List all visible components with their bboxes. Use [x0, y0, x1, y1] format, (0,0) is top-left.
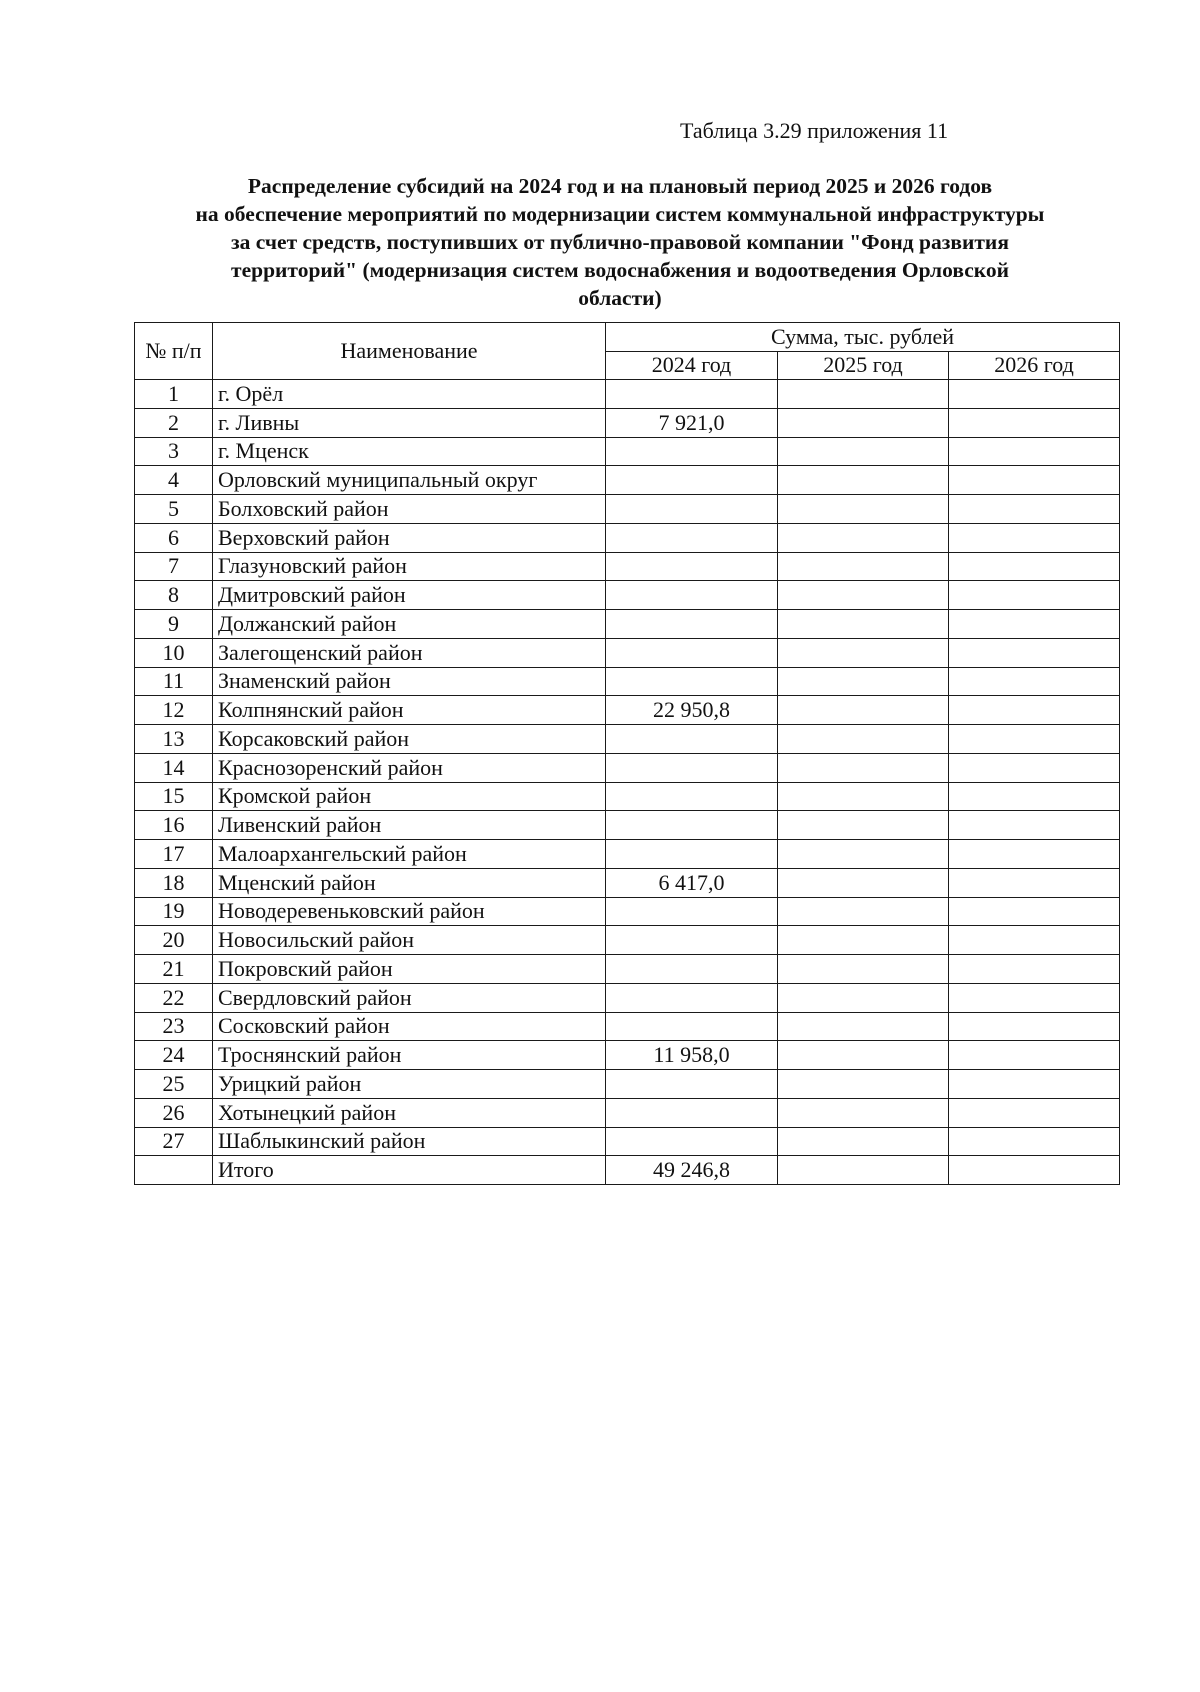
row-name: Орловский муниципальный округ	[213, 466, 606, 495]
row-value-2024	[606, 667, 778, 696]
row-value-2025	[778, 1127, 949, 1156]
row-name: г. Орёл	[213, 380, 606, 409]
row-value-2025	[778, 725, 949, 754]
row-value-2026	[949, 811, 1120, 840]
row-name: Колпнянский район	[213, 696, 606, 725]
table-row	[135, 868, 1120, 897]
table-row	[135, 380, 1120, 409]
row-value-2025	[778, 955, 949, 984]
row-value-2024	[606, 926, 778, 955]
row-value-2026	[949, 1012, 1120, 1041]
document-title	[130, 172, 1110, 312]
row-value-2024	[606, 638, 778, 667]
title-line: области)	[578, 286, 662, 310]
row-name: Мценский район	[213, 868, 606, 897]
row-name: Троснянский район	[213, 1041, 606, 1070]
row-value-2025	[778, 1012, 949, 1041]
row-name: Знаменский район	[213, 667, 606, 696]
row-number: 24	[135, 1041, 213, 1070]
row-name: Покровский район	[213, 955, 606, 984]
row-name: Малоархангельский район	[213, 840, 606, 869]
table-row	[135, 811, 1120, 840]
row-value-2025	[778, 926, 949, 955]
table-row	[135, 1012, 1120, 1041]
row-name: Кромской район	[213, 782, 606, 811]
row-number: 22	[135, 983, 213, 1012]
row-value-2026	[949, 1098, 1120, 1127]
row-value-2026	[949, 552, 1120, 581]
row-value-2026	[949, 638, 1120, 667]
row-number: 16	[135, 811, 213, 840]
row-value-2024	[606, 753, 778, 782]
row-name: Хотынецкий район	[213, 1098, 606, 1127]
row-value-2024	[606, 725, 778, 754]
row-value-2025	[778, 1041, 949, 1070]
row-number: 3	[135, 437, 213, 466]
table-row	[135, 897, 1120, 926]
row-value-2024: 11 958,0	[606, 1041, 778, 1070]
row-number: 9	[135, 610, 213, 639]
row-number: 1	[135, 380, 213, 409]
table-row	[135, 696, 1120, 725]
row-number: 26	[135, 1098, 213, 1127]
row-number: 27	[135, 1127, 213, 1156]
header-year-2024: 2024 год	[606, 351, 778, 380]
header-year-2025: 2025 год	[778, 351, 949, 380]
row-value-2026	[949, 983, 1120, 1012]
row-value-2025	[778, 523, 949, 552]
row-value-2026	[949, 897, 1120, 926]
row-value-2025	[778, 437, 949, 466]
row-number: 13	[135, 725, 213, 754]
row-number: 8	[135, 581, 213, 610]
table-row	[135, 581, 1120, 610]
table-row	[135, 495, 1120, 524]
row-value-2024	[606, 466, 778, 495]
row-name: Верховский район	[213, 523, 606, 552]
row-value-2025	[778, 581, 949, 610]
row-value-2025	[778, 983, 949, 1012]
row-value-2025	[778, 1098, 949, 1127]
row-value-2024: 49 246,8	[606, 1156, 778, 1185]
row-value-2026	[949, 955, 1120, 984]
header-name: Наименование	[213, 323, 606, 380]
table-row	[135, 1098, 1120, 1127]
row-number: 25	[135, 1070, 213, 1099]
row-number: 11	[135, 667, 213, 696]
table-body	[135, 380, 1120, 1185]
table-row	[135, 1041, 1120, 1070]
row-number: 12	[135, 696, 213, 725]
row-value-2026	[949, 753, 1120, 782]
row-name: Новосильский район	[213, 926, 606, 955]
row-value-2025	[778, 638, 949, 667]
row-value-2025	[778, 868, 949, 897]
table-row	[135, 1070, 1120, 1099]
row-name: Шаблыкинский район	[213, 1127, 606, 1156]
row-value-2025	[778, 897, 949, 926]
row-name: г. Мценск	[213, 437, 606, 466]
table-row	[135, 926, 1120, 955]
row-name: Итого	[213, 1156, 606, 1185]
total-row	[135, 1156, 1120, 1185]
row-name: Дмитровский район	[213, 581, 606, 610]
row-value-2024	[606, 495, 778, 524]
row-number: 18	[135, 868, 213, 897]
row-value-2024	[606, 552, 778, 581]
row-value-2026	[949, 1127, 1120, 1156]
row-number	[135, 1156, 213, 1185]
row-name: г. Ливны	[213, 408, 606, 437]
row-value-2026	[949, 380, 1120, 409]
table-row	[135, 552, 1120, 581]
table-row	[135, 437, 1120, 466]
table-row	[135, 840, 1120, 869]
row-value-2024	[606, 380, 778, 409]
row-number: 4	[135, 466, 213, 495]
row-value-2024	[606, 955, 778, 984]
row-value-2026	[949, 495, 1120, 524]
row-value-2024	[606, 610, 778, 639]
row-number: 20	[135, 926, 213, 955]
table-row	[135, 782, 1120, 811]
title-line: за счет средств, поступивших от публично-правовой компании "Фонд развития	[231, 230, 1009, 254]
row-number: 23	[135, 1012, 213, 1041]
subsidy-table	[134, 322, 1120, 1185]
row-value-2026	[949, 667, 1120, 696]
table-row	[135, 753, 1120, 782]
row-value-2025	[778, 552, 949, 581]
row-value-2024: 6 417,0	[606, 868, 778, 897]
row-value-2026	[949, 868, 1120, 897]
row-value-2025	[778, 610, 949, 639]
row-value-2026	[949, 725, 1120, 754]
row-value-2024: 22 950,8	[606, 696, 778, 725]
row-name: Свердловский район	[213, 983, 606, 1012]
row-value-2025	[778, 667, 949, 696]
row-number: 7	[135, 552, 213, 581]
header-sum: Сумма, тыс. рублей	[606, 323, 1120, 352]
row-value-2025	[778, 466, 949, 495]
row-number: 19	[135, 897, 213, 926]
row-number: 17	[135, 840, 213, 869]
row-name: Болховский район	[213, 495, 606, 524]
row-value-2024	[606, 1127, 778, 1156]
header-year-2026: 2026 год	[949, 351, 1120, 380]
row-value-2025	[778, 840, 949, 869]
row-value-2024	[606, 897, 778, 926]
row-value-2024	[606, 811, 778, 840]
table-header	[135, 323, 1120, 380]
row-number: 6	[135, 523, 213, 552]
row-name: Залегощенский район	[213, 638, 606, 667]
row-value-2026	[949, 466, 1120, 495]
row-value-2025	[778, 380, 949, 409]
row-value-2026	[949, 926, 1120, 955]
header-num: № п/п	[135, 323, 213, 380]
row-value-2026	[949, 782, 1120, 811]
row-number: 14	[135, 753, 213, 782]
row-value-2026	[949, 408, 1120, 437]
row-name: Краснозоренский район	[213, 753, 606, 782]
row-value-2024	[606, 437, 778, 466]
row-name: Должанский район	[213, 610, 606, 639]
title-line: Распределение субсидий на 2024 год и на плановый период 2025 и 2026 годов	[247, 174, 993, 198]
table-row	[135, 466, 1120, 495]
row-value-2026	[949, 1070, 1120, 1099]
row-value-2025	[778, 495, 949, 524]
row-value-2025	[778, 1070, 949, 1099]
title-line: территорий" (модернизация систем водоснабжения и водоотведения Орловской	[231, 258, 1009, 282]
row-number: 10	[135, 638, 213, 667]
table-row	[135, 725, 1120, 754]
row-value-2026	[949, 523, 1120, 552]
table-row	[135, 1127, 1120, 1156]
title-line: на обеспечение мероприятий по модернизации систем коммунальной инфраструктуры	[195, 202, 1045, 226]
table-row	[135, 667, 1120, 696]
row-value-2025	[778, 782, 949, 811]
table-row	[135, 983, 1120, 1012]
row-value-2024	[606, 523, 778, 552]
row-value-2024	[606, 1012, 778, 1041]
table-row	[135, 523, 1120, 552]
row-value-2024	[606, 840, 778, 869]
table-caption: Таблица 3.29 приложения 11	[680, 118, 949, 143]
row-name: Корсаковский район	[213, 725, 606, 754]
row-name: Новодеревеньковский район	[213, 897, 606, 926]
row-value-2024	[606, 1070, 778, 1099]
table-row	[135, 610, 1120, 639]
row-value-2025	[778, 408, 949, 437]
row-number: 2	[135, 408, 213, 437]
row-value-2024: 7 921,0	[606, 408, 778, 437]
row-value-2025	[778, 811, 949, 840]
row-value-2025	[778, 1156, 949, 1185]
row-value-2024	[606, 1098, 778, 1127]
row-value-2025	[778, 753, 949, 782]
row-value-2024	[606, 782, 778, 811]
row-value-2026	[949, 437, 1120, 466]
row-number: 5	[135, 495, 213, 524]
row-value-2024	[606, 983, 778, 1012]
row-name: Глазуновский район	[213, 552, 606, 581]
row-value-2026	[949, 1041, 1120, 1070]
row-value-2024	[606, 581, 778, 610]
row-value-2026	[949, 1156, 1120, 1185]
row-value-2026	[949, 840, 1120, 869]
row-value-2026	[949, 581, 1120, 610]
table-row	[135, 408, 1120, 437]
row-name: Урицкий район	[213, 1070, 606, 1099]
table-row	[135, 955, 1120, 984]
table-row	[135, 638, 1120, 667]
row-number: 21	[135, 955, 213, 984]
row-name: Сосковский район	[213, 1012, 606, 1041]
row-value-2026	[949, 610, 1120, 639]
row-number: 15	[135, 782, 213, 811]
row-value-2025	[778, 696, 949, 725]
row-value-2026	[949, 696, 1120, 725]
row-name: Ливенский район	[213, 811, 606, 840]
